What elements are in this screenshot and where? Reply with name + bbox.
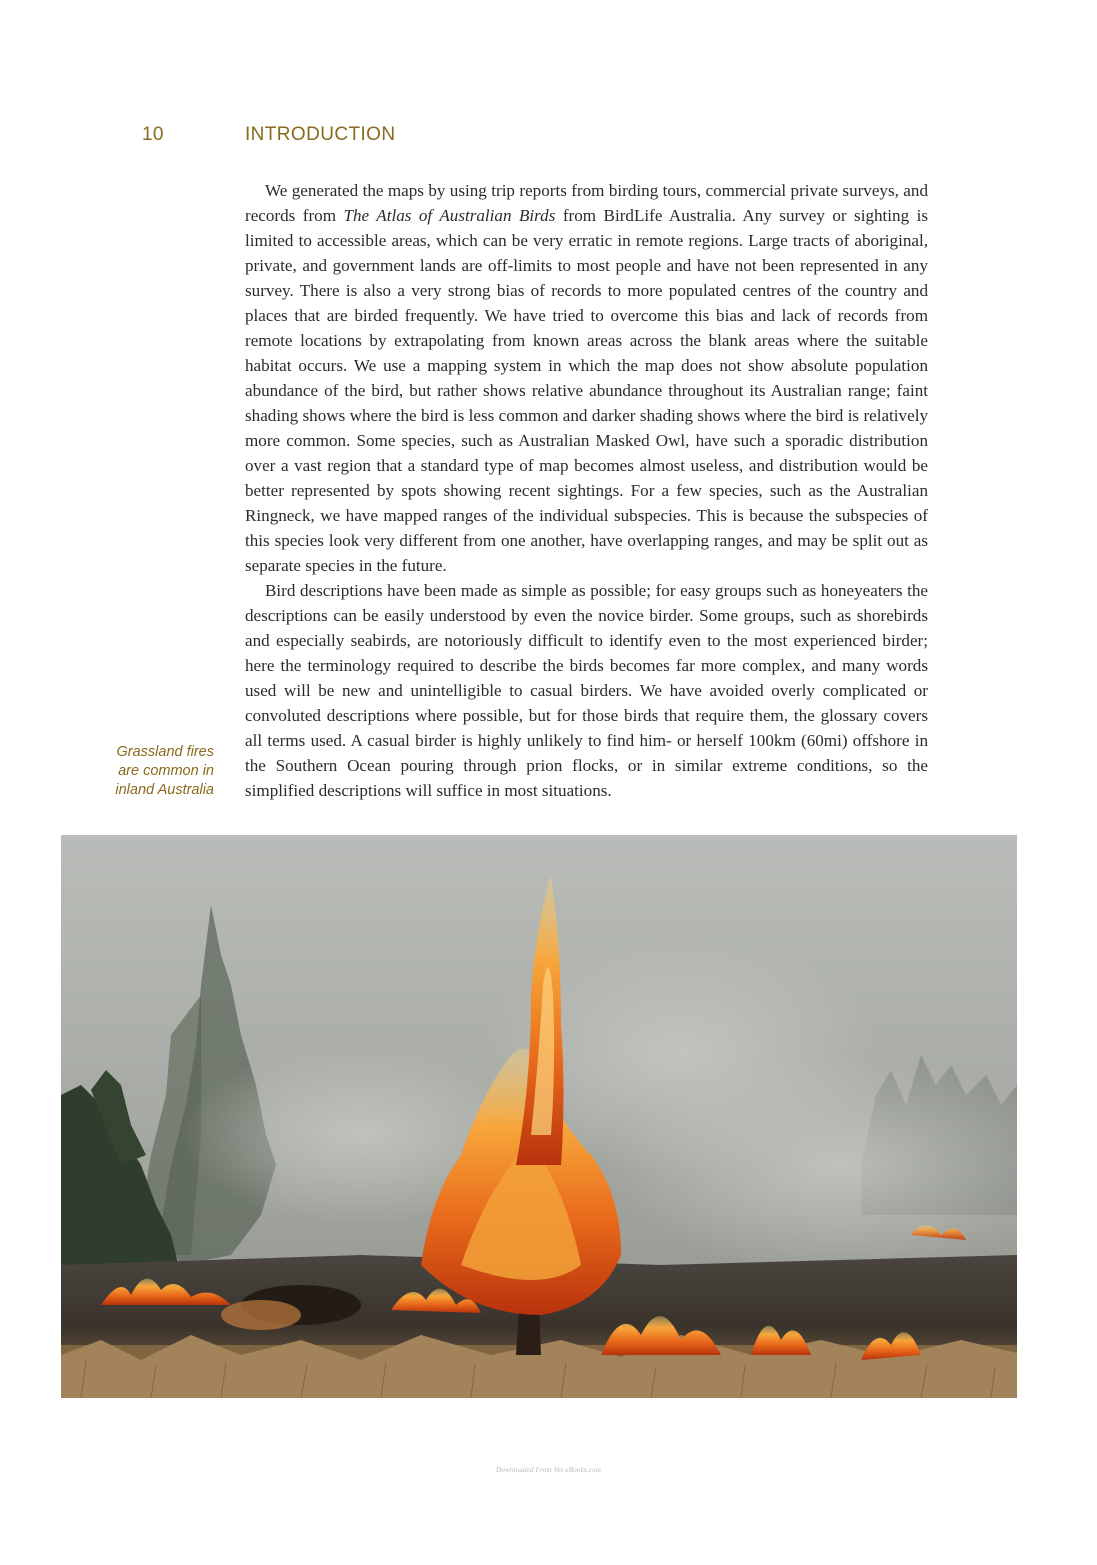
atlas-title: The Atlas of Australian Birds [343, 206, 556, 225]
page-number: 10 [142, 124, 164, 145]
paragraph-1-start: We generated the maps by using trip reports from birding tours, commercial private surveys, and records from [245, 181, 928, 225]
paragraph-2: Bird descriptions have been made as simple as possible; for easy groups such as honeyeaters the descriptions can be easily understood by even the novice birder. Some groups, such as shorebirds and especially seabirds, are notoriously difficult to identify even to the most experienced birder; here the terminology required to describe the birds becomes far more complex, and many words used will be new and unintelligible to casual birders. We have avoided overly complicated or convoluted descriptions where possible, but for those birds that require them, the glossary covers all terms used. A casual birder is highly unlikely to find him- or herself 100km (60mi) offshore in the Southern Ocean pouring through prion flocks, or in similar extreme conditions, so the simplified descriptions will suffice in most situations. [245, 581, 928, 800]
paragraph-1-rest: from BirdLife Australia. Any survey or sighting is limited to accessible areas, which can be very erratic in remote regions. Large tracts of aboriginal, private, and government lands are off-limits to most people and have not been represented in any survey. There is also a very strong bias of records to more populated centres of the country and places that are birded frequently. We have tried to overcome this bias and lack of records from remote locations by extrapolating from known areas across the blank areas where the suitable habitat occurs. We use a mapping system in which the map does not show absolute population abundance of the bird, but rather shows relative abundance throughout its Australian range; faint shading shows where the bird is less common and darker shading shows where the bird is relatively more common. Some species, such as Australian Masked Owl, have such a sporadic distribution over a vast region that a standard type of map becomes almost useless, and distribution would be better represented by spots showing recent sightings. For a few species, such as the Australian Ringneck, we have mapped ranges of the individual subspecies. This is because the subspecies of this species look very different from one another, have overlapping ranges, and may be split out as separate species in the future. [245, 206, 928, 575]
paragraph-1 [245, 178, 928, 578]
caption-line-1: Grassland fires [116, 744, 214, 760]
body-text [245, 178, 928, 803]
caption-line-2: are common in [118, 763, 214, 779]
running-head: INTRODUCTION [245, 124, 396, 145]
photo-caption [96, 743, 214, 800]
footer-watermark: Downloaded From Vet-eBooks.com [495, 1466, 602, 1474]
page-header [0, 124, 1097, 148]
grassland-fire-photo [61, 835, 1017, 1398]
caption-line-3: inland Australia [115, 782, 214, 798]
